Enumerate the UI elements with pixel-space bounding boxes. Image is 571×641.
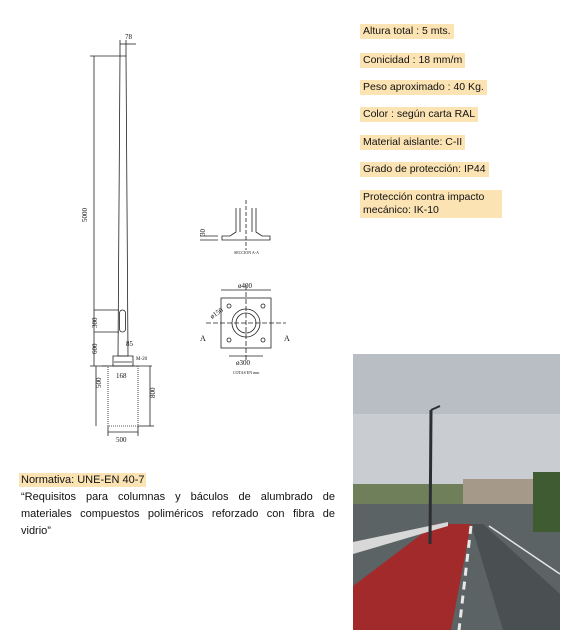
spec-material: Material aislante: C-II <box>360 135 465 150</box>
dim-height: 5000 <box>81 208 89 222</box>
spec-height: Altura total : 5 mts. <box>360 24 454 39</box>
dim-flange: 85 <box>126 340 133 348</box>
section-marker-right: A <box>284 334 290 343</box>
base-flange <box>113 356 133 366</box>
pole-outline <box>118 56 128 356</box>
spec-conicity: Conicidad : 18 mm/m <box>360 53 465 68</box>
section-marker-left: A <box>200 334 206 343</box>
dim-foundation-depth: 800 <box>149 387 157 398</box>
plate-bolts: ø300 <box>236 359 250 367</box>
bolt-hole <box>227 304 231 308</box>
spec-color: Color : según carta RAL <box>360 107 478 122</box>
spec-ip: Grado de protección: IP44 <box>360 162 489 177</box>
normativa-title: Normativa: UNE-EN 40-7 <box>21 474 145 486</box>
dim-door: 300 <box>91 317 99 328</box>
plate-hole: ø150 <box>208 306 225 321</box>
dim-top: 78 <box>125 33 132 41</box>
dim-foundation-width: 500 <box>116 436 127 444</box>
bolt-label: M-20 <box>136 357 148 362</box>
bolt-hole <box>261 304 265 308</box>
door-slot <box>120 310 126 332</box>
bolt-hole <box>261 338 265 342</box>
spec-weight: Peso aproximado : 40 Kg. <box>360 80 487 95</box>
dim-buried: 500 <box>95 377 103 388</box>
dim-base-plate: 168 <box>116 372 127 380</box>
plate-outer: ø400 <box>238 282 252 290</box>
section-caption: SECCION A-A <box>234 250 260 255</box>
bolt-hole <box>227 338 231 342</box>
street-photo <box>353 354 560 630</box>
section-height: 30 <box>199 229 207 236</box>
dim-door-base: 600 <box>91 343 99 354</box>
plan-caption: COTAS EN mm <box>233 370 260 375</box>
spec-ik: Protección contra impacto mecánico: IK-10 <box>360 190 502 218</box>
normativa-text: “Requisitos para columnas y báculos de alumbrado de materiales compuestos poliméricos reforzado con fibra de vidrio” <box>21 491 335 537</box>
